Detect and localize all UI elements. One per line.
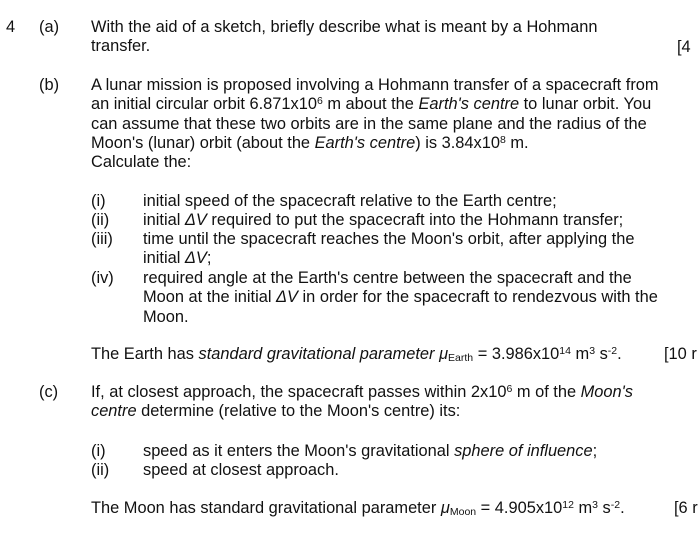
part-b-marks: [10 r <box>664 345 697 363</box>
part-a-marks: [4 <box>677 38 691 56</box>
part-b-item-text: required angle at the Earth's centre between the spacecraft and the Moon at the initial ΔV in order for the spacecraft to rendezvous with the Moon. <box>143 269 658 326</box>
part-c-marks: [6 r <box>674 499 698 517</box>
part-b-item-num: (ii) <box>91 211 110 229</box>
part-b-item-num: (iv) <box>91 269 114 287</box>
part-c-item-num: (ii) <box>91 461 110 479</box>
part-b-item-text: initial ΔV required to put the spacecraft into the Hohmann transfer; <box>143 211 624 229</box>
part-b-label: (b) <box>39 76 60 94</box>
part-c-parameter: The Moon has standard gravitational parameter $\mu_{Moon} = 4.905x10^{12}$ $m^3$ $s^{-2}$. <box>91 499 625 518</box>
part-c-item-text: speed as it enters the Moon's gravitational sphere of influence; <box>143 442 598 460</box>
part-c-item-text: speed at closest approach. <box>143 461 339 479</box>
part-a-label: (a) <box>39 18 60 36</box>
part-b-intro: A lunar mission is proposed involving a Hohmann transfer of a spacecraft from an initial circular orbit $6.871x10^6$ m about the Earth's centre to lunar orbit. You can assume that these two orbits are in the same plane and the radius of the Moon's (lunar) orbit (about the Earth's centre) is $3.84x10^8$ m. <box>91 76 659 153</box>
part-a-text: With the aid of a sketch, briefly describe what is meant by a Hohmann transfer. <box>91 18 598 56</box>
part-c-intro: If, at closest approach, the spacecraft passes within $2x10^6$ m of the Moon's centre determine (relative to the Moon's centre) its: <box>91 383 633 421</box>
part-b-item-num: (iii) <box>91 230 113 248</box>
part-c-label: (c) <box>39 383 59 401</box>
part-b-item-text: time until the spacecraft reaches the Moon's orbit, after applying the initial ΔV; <box>143 230 635 268</box>
part-b-item-num: (i) <box>91 192 106 210</box>
part-c-item-num: (i) <box>91 442 106 460</box>
part-b-calculate: Calculate the: <box>91 153 192 171</box>
question-number: 4 <box>6 18 16 36</box>
part-b-parameter: The Earth has standard gravitational parameter $\mu_{Earth} = 3.986x10^{14}$ $m^3$ $s^{-2}$. <box>91 345 622 364</box>
part-b-item-text: initial speed of the spacecraft relative to the Earth centre; <box>143 192 557 210</box>
